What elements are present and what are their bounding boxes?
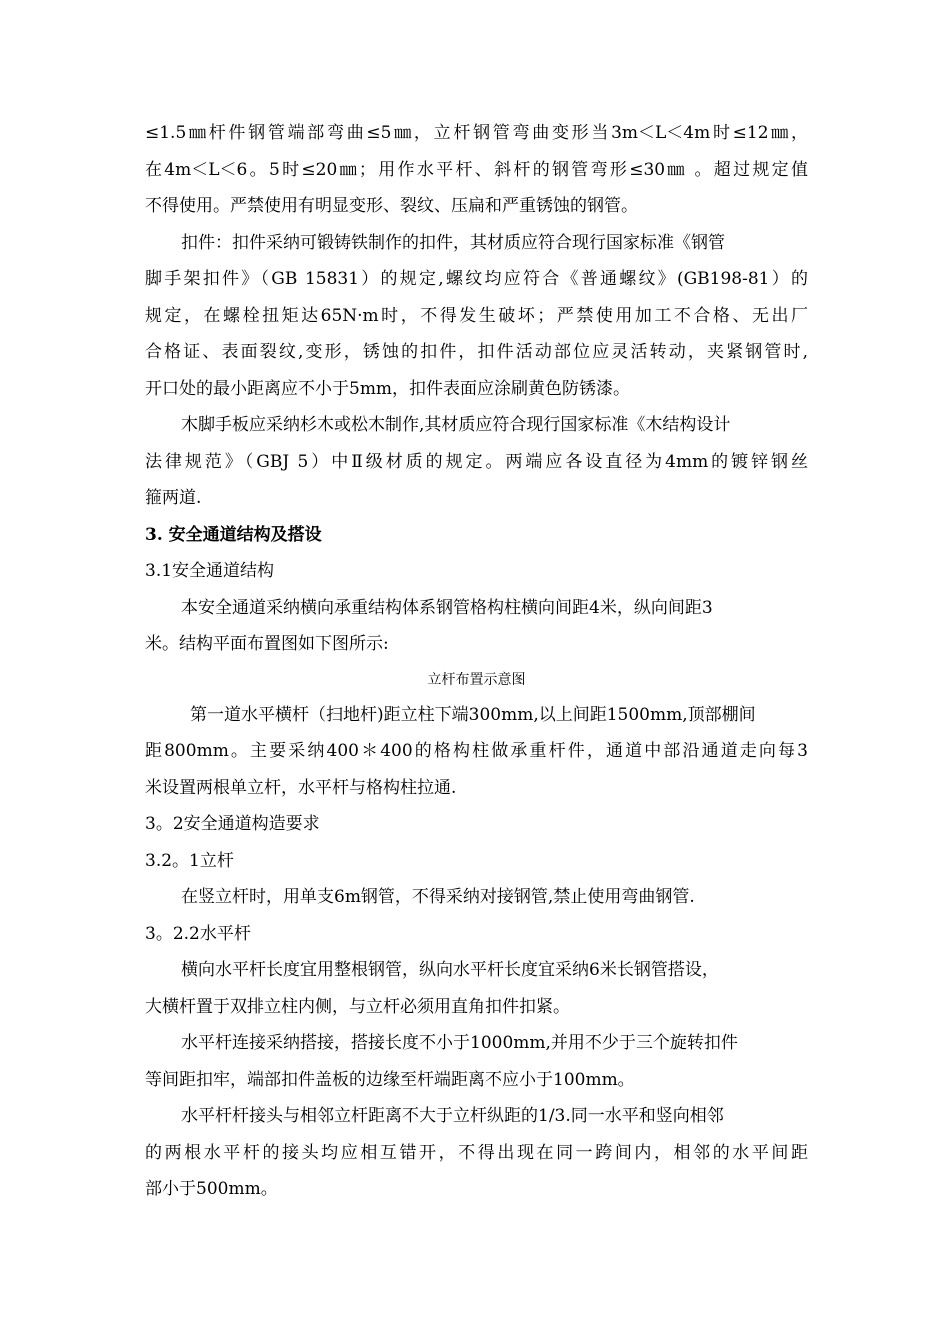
text-line: 扣件：扣件采纳可锻铸铁制作的扣件，其材质应符合现行国家标准《钢管: [181, 232, 725, 253]
text-line: 水平杆连接采纳搭接，搭接长度不小于1000mm,并用不少于三个旋转扣件: [181, 1033, 738, 1053]
text-line: 本安全通道采纳横向承重结构体系钢管格构柱横向间距4米，纵向间距3: [181, 597, 713, 618]
document-page: [145, 115, 808, 1208]
text-line: 第一道水平横杆（扫地杆)距立柱下端300mm,以上间距1500mm,顶部棚间: [190, 704, 756, 725]
text-line: 开口处的最小距离应不小于5mm，扣件表面应涂刷黄色防锈漆。: [145, 378, 631, 399]
text-line: 横向水平杆长度宜用整根钢管，纵向水平杆长度宜采纳6米长钢管搭设，: [181, 960, 719, 980]
figure-caption: 立杆布置示意图: [427, 671, 526, 688]
text-line: 木脚手板应采纳杉木或松木制作,其材质应符合现行国家标准《木结构设计: [181, 415, 731, 435]
text-line: 在4m＜L＜6。5时≤20㎜；用作水平杆、斜杆的钢管弯形≤30㎜ 。超过规定值: [145, 159, 808, 180]
subsection-heading: 3。2.2水平杆: [145, 923, 251, 944]
subsection-heading: 3。2安全通道构造要求: [145, 814, 320, 834]
text-line: ≤1.5㎜杆件钢管端部弯曲≤5㎜，立杆钢管弯曲变形当3m＜L＜4m时≤12㎜，: [145, 123, 808, 143]
text-line: 的两根水平杆的接头均应相互错开，不得出现在同一跨间内，相邻的水平间距: [145, 1142, 808, 1163]
subsection-heading: 3.2。1立杆: [145, 850, 234, 871]
text-line: 大横杆置于双排立柱内侧，与立杆必须用直角扣件扣紧。: [145, 996, 570, 1017]
text-line: 规定，在螺栓扭矩达65N·m时，不得发生破坏；严禁使用加工不合格、无出厂: [145, 305, 808, 326]
subsection-heading: 3.1安全通道结构: [145, 561, 275, 581]
text-line: 不得使用。严禁使用有明显变形、裂纹、压扁和严重锈蚀的钢管。: [145, 196, 638, 216]
text-line: 米设置两根单立杆，水平杆与格构柱拉通.: [145, 777, 457, 798]
text-line: 脚手架扣件》（GB 15831）的规定,螺纹均应符合《普通螺纹》(GB198-81）的: [145, 269, 808, 289]
text-line: 合格证、表面裂纹,变形，锈蚀的扣件，扣件活动部位应灵活转动，夹紧钢管时,: [145, 342, 808, 362]
text-line: 在竖立杆时，用单支6m钢管，不得采纳对接钢管,禁止使用弯曲钢管.: [181, 887, 695, 907]
section-heading: 3. 安全通道结构及搭设: [145, 524, 322, 545]
text-line: 法律规范》（GBJ 5）中Ⅱ级材质的规定。两端应各设直径为4mm的镀锌钢丝: [145, 451, 808, 472]
text-line: 米。结构平面布置图如下图所示:: [145, 634, 389, 654]
text-line: 部小于500mm。: [145, 1179, 278, 1199]
text-line: 水平杆杆接头与相邻立杆距离不大于立杆纵距的1/3.同一水平和竖向相邻: [181, 1106, 724, 1126]
text-line: 箍两道.: [145, 488, 202, 508]
text-line: 等间距扣牢，端部扣件盖板的边缘至杆端距离不应小于100mm。: [145, 1069, 635, 1090]
text-line: 距800mm。主要采纳400＊400的格构柱做承重杆件，通道中部沿通道走向每3: [145, 741, 808, 761]
